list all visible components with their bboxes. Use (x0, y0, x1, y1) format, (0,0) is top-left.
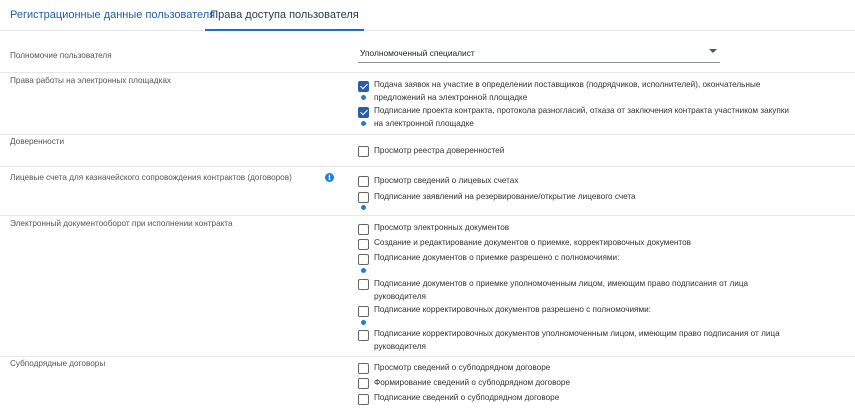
authority-select[interactable] (358, 43, 720, 63)
tab-registration-data[interactable]: Регистрационные данные пользователя (10, 9, 216, 21)
bullet-dot (361, 268, 366, 273)
option-edo-view: Просмотр электронных документов (374, 223, 510, 232)
bullet-dot (361, 95, 366, 100)
bullet-dot (361, 121, 366, 126)
option-etp-contract-sign-line1: Подписание проекта контракта, протокола разногласий, отказа от заключения контракта участником закупки (374, 106, 789, 115)
checkbox-accounts-sign[interactable] (358, 192, 369, 203)
divider (0, 356, 855, 357)
option-edo-correction-sign-authorized-line1: Подписание корректировочных документов уполномоченным лицом, имеющим право подписания от лица (374, 329, 780, 338)
option-sub-form: Формирование сведений о субподрядном договоре (374, 378, 571, 387)
option-etp-applications-line2: предложений на электронной площадке (374, 93, 528, 102)
section-label-accounts: Лицевые счета для казначейского сопровождения контрактов (договоров) (10, 173, 292, 182)
checkbox-edo-view[interactable] (358, 224, 369, 235)
divider (0, 215, 855, 216)
checkbox-accounts-view[interactable] (358, 176, 369, 187)
checkbox-sub-form[interactable] (358, 378, 369, 389)
checkbox-sub-sign[interactable] (358, 394, 369, 405)
authority-label: Полномочие пользователя (10, 51, 112, 60)
option-accounts-sign: Подписание заявлений на резервирование/открытие лицевого счета (374, 192, 636, 201)
checkbox-sub-view[interactable] (358, 363, 369, 374)
section-label-poa: Доверенности (10, 137, 65, 146)
bullet-dot (361, 320, 366, 325)
divider (0, 166, 855, 167)
checkbox-poa-view[interactable] (358, 146, 369, 157)
authority-select-value: Уполномоченный специалист (360, 48, 475, 58)
option-sub-view: Просмотр сведений о субподрядном договоре (374, 363, 551, 372)
option-accounts-view: Просмотр сведений о лицевых счетах (374, 176, 519, 185)
divider (0, 72, 855, 73)
section-label-edo: Электронный документооборот при исполнении контракта (10, 219, 233, 228)
chevron-down-icon[interactable] (709, 49, 717, 53)
option-sub-sign: Подписание сведений о субподрядном договоре (374, 393, 560, 402)
checkbox-etp-applications[interactable] (358, 81, 369, 92)
checkbox-edo-correction-sign-powers[interactable] (358, 306, 369, 317)
option-etp-contract-sign-line2: на электронной площадке (374, 119, 474, 128)
section-label-etp: Права работы на электронных площадках (10, 76, 171, 85)
option-edo-accept-sign-powers: Подписание документов о приемке разрешено с полномочиями: (374, 253, 620, 262)
checkbox-edo-correction-sign-authorized[interactable] (358, 330, 369, 341)
option-poa-view: Просмотр реестра доверенностей (374, 146, 505, 155)
option-edo-correction-sign-authorized-line2: руководителя (374, 342, 426, 351)
checkbox-edo-create[interactable] (358, 239, 369, 250)
tab-bar (0, 0, 855, 31)
info-icon[interactable]: i (325, 173, 334, 182)
option-etp-applications-line1: Подача заявок на участие в определении поставщиков (подрядчиков, исполнителей), окончательные (374, 80, 761, 89)
option-edo-create: Создание и редактирование документов о приемке, корректировочных документов (374, 238, 691, 247)
checkbox-edo-accept-sign-authorized[interactable] (358, 279, 369, 290)
section-label-sub: Субподрядные договоры (10, 359, 106, 368)
tab-access-rights[interactable]: Права доступа пользователя (205, 0, 364, 31)
checkbox-edo-accept-sign-powers[interactable] (358, 254, 369, 265)
option-edo-accept-sign-authorized-line1: Подписание документов о приемке уполномоченным лицом, имеющим право подписания от лица (374, 279, 749, 288)
option-edo-accept-sign-authorized-line2: руководителя (374, 292, 426, 301)
option-edo-correction-sign-powers: Подписание корректировочных документов разрешено с полномочиями: (374, 305, 651, 314)
checkbox-etp-contract-sign[interactable] (358, 107, 369, 118)
bullet-dot (361, 205, 366, 210)
divider (0, 134, 855, 135)
